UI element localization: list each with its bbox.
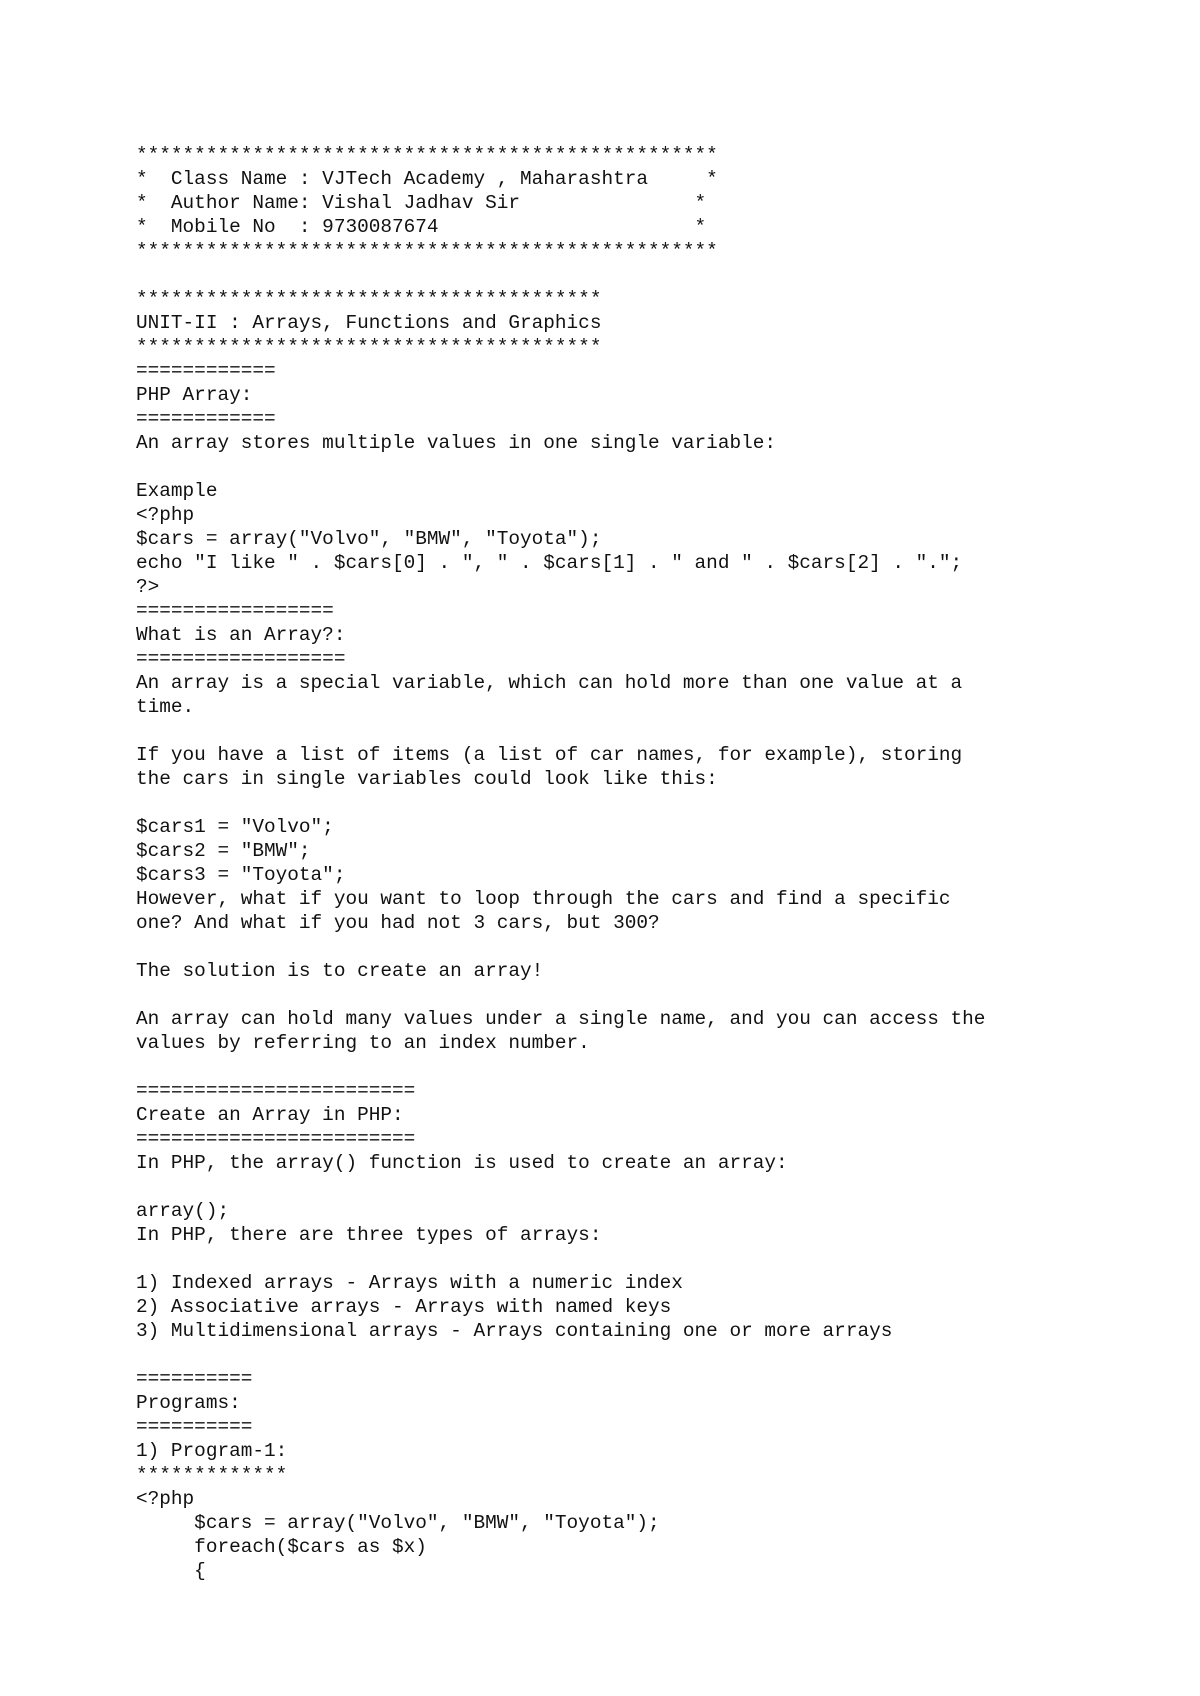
text-line: In PHP, the array() function is used to create an array:: [136, 1152, 788, 1174]
text-line: {: [136, 1560, 206, 1582]
text-line: The solution is to create an array!: [136, 960, 544, 982]
text-line: [136, 1175, 1136, 1199]
text-line: [136, 455, 1136, 479]
text-line: * Mobile No : 9730087674 *: [136, 216, 707, 238]
document-text: [136, 143, 1136, 1583]
text-line: * Author Name: Vishal Jadhav Sir *: [136, 192, 707, 214]
text-line: **************************************************: [136, 240, 718, 262]
text-line: ============: [136, 360, 276, 382]
text-line: PHP Array:: [136, 384, 253, 406]
text-line: the cars in single variables could look like this:: [136, 768, 718, 790]
text-line: [136, 935, 1136, 959]
text-line: An array is a special variable, which can hold more than one value at a: [136, 672, 963, 694]
text-line: * Class Name : VJTech Academy , Maharashtra *: [136, 168, 718, 190]
text-line: $cars3 = "Toyota";: [136, 864, 346, 886]
text-line: $cars1 = "Volvo";: [136, 816, 334, 838]
text-line: 1) Indexed arrays - Arrays with a numeric index: [136, 1272, 683, 1294]
text-line: In PHP, there are three types of arrays:: [136, 1224, 602, 1246]
text-line: **************************************************: [136, 144, 718, 166]
text-line: UNIT-II : Arrays, Functions and Graphics: [136, 312, 602, 334]
text-line: one? And what if you had not 3 cars, but 300?: [136, 912, 660, 934]
text-line: $cars2 = "BMW";: [136, 840, 311, 862]
text-line: ****************************************: [136, 336, 602, 358]
text-line: *************: [136, 1464, 288, 1486]
text-line: [136, 1247, 1136, 1271]
text-line: $cars = array("Volvo", "BMW", "Toyota");: [136, 1512, 660, 1534]
text-line: If you have a list of items (a list of car names, for example), storing: [136, 744, 963, 766]
text-line: Programs:: [136, 1392, 241, 1414]
text-line: ==========: [136, 1416, 253, 1438]
text-line: echo "I like " . $cars[0] . ", " . $cars[1] . " and " . $cars[2] . ".";: [136, 552, 963, 574]
text-line: ?>: [136, 576, 160, 598]
text-line: ========================: [136, 1080, 416, 1102]
text-line: $cars = array("Volvo", "BMW", "Toyota");: [136, 528, 602, 550]
text-line: ========================: [136, 1128, 416, 1150]
text-line: [136, 791, 1136, 815]
text-line: ****************************************: [136, 288, 602, 310]
text-line: <?php: [136, 504, 195, 526]
text-line: [136, 263, 1136, 287]
text-line: values by referring to an index number.: [136, 1032, 590, 1054]
text-line: Create an Array in PHP:: [136, 1104, 404, 1126]
text-line: ==========: [136, 1368, 253, 1390]
text-line: What is an Array?:: [136, 624, 346, 646]
text-line: [136, 1055, 1136, 1079]
text-line: =================: [136, 600, 334, 622]
text-line: [136, 1343, 1136, 1367]
text-line: foreach($cars as $x): [136, 1536, 427, 1558]
text-line: array();: [136, 1200, 230, 1222]
text-line: 3) Multidimensional arrays - Arrays containing one or more arrays: [136, 1320, 893, 1342]
text-line: 1) Program-1:: [136, 1440, 288, 1462]
text-line: 2) Associative arrays - Arrays with named keys: [136, 1296, 672, 1318]
text-line: Example: [136, 480, 218, 502]
text-line: An array stores multiple values in one single variable:: [136, 432, 776, 454]
text-line: [136, 983, 1136, 1007]
text-line: An array can hold many values under a single name, and you can access the: [136, 1008, 986, 1030]
text-line: However, what if you want to loop through the cars and find a specific: [136, 888, 951, 910]
text-line: ============: [136, 408, 276, 430]
text-line: time.: [136, 696, 195, 718]
text-line: ==================: [136, 648, 346, 670]
text-line: [136, 719, 1136, 743]
text-line: <?php: [136, 1488, 195, 1510]
